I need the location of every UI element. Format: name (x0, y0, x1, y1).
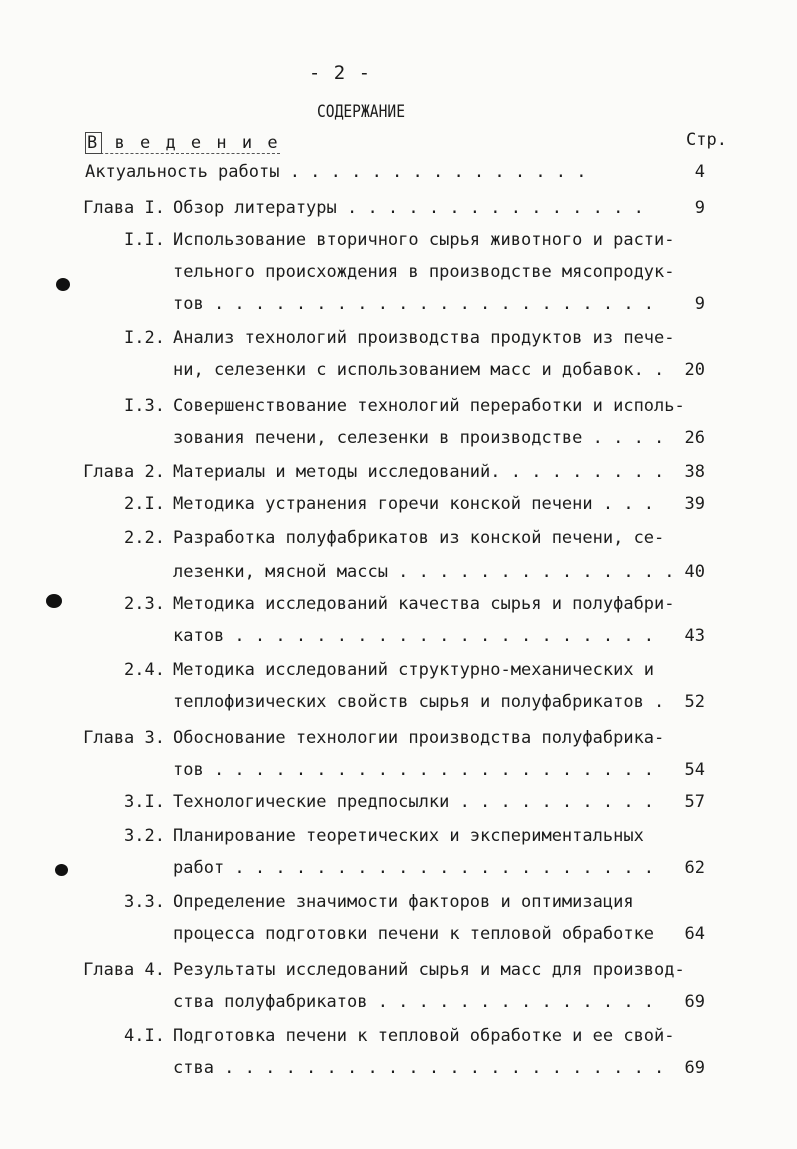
toc-entry-text: Материалы и методы исследований. . . . . . . . . (173, 462, 665, 482)
intro-first-letter: В (87, 133, 100, 153)
toc-entry-number: I.I. (124, 230, 165, 250)
toc-entry-text: катов . . . . . . . . . . . . . . . . . . . . . (173, 626, 655, 646)
toc-entry-number: Глава 4. (83, 960, 165, 980)
toc-entry-page: 69 (684, 1058, 705, 1078)
toc-entry-text: Обзор литературы . . . . . . . . . . . . . . . (173, 198, 644, 218)
toc-entry-page: 54 (684, 760, 705, 780)
toc-entry-number: I.2. (124, 328, 165, 348)
toc-entry-page: 39 (684, 494, 705, 514)
toc-entry-text: Разработка полуфабрикатов из конской печени, се- (173, 528, 665, 548)
toc-entry-text: Технологические предпосылки . . . . . . . . . . (173, 792, 655, 812)
toc-entry-text: Обоснование технологии производства полуфабрика- (173, 728, 665, 748)
toc-entry-page: 57 (684, 792, 705, 812)
page-column-label: Стр. (686, 130, 727, 150)
toc-entry-number: Глава 2. (83, 462, 165, 482)
toc-entry-text: Планирование теоретических и экспериментальных (173, 826, 644, 846)
toc-entry-text: тельного происхождения в производстве мясопродук- (173, 262, 675, 282)
toc-entry-page: 38 (684, 462, 705, 482)
toc-entry-number: 4.I. (124, 1026, 165, 1046)
toc-entry-text: ства . . . . . . . . . . . . . . . . . . . . . . (173, 1058, 665, 1078)
toc-entry-number: 2.4. (124, 660, 165, 680)
toc-entry-text: Совершенствование технологий переработки и исполь- (173, 396, 685, 416)
page-number: - 2 - (308, 62, 372, 84)
intro-heading (85, 133, 280, 154)
toc-entry-page: 20 (684, 360, 705, 380)
toc-entry-text: Подготовка печени к тепловой обработке и ее свой- (173, 1026, 675, 1046)
toc-entry-text: тов . . . . . . . . . . . . . . . . . . . . . . (173, 294, 655, 314)
toc-entry-page: 52 (684, 692, 705, 712)
toc-entry-page: 4 (694, 162, 705, 182)
toc-entry-text: работ . . . . . . . . . . . . . . . . . . . . . (173, 858, 655, 878)
intro-heading-rest: в е д е н и е (114, 133, 281, 153)
toc-entry-text: Результаты исследований сырья и масс для производ- (173, 960, 685, 980)
page-title: СОДЕРЖАНИЕ (316, 102, 406, 122)
toc-entry-text: теплофизических свойств сырья и полуфабрикатов . (173, 692, 665, 712)
toc-entry-page: 62 (684, 858, 705, 878)
toc-entry-text: Методика устранения горечи конской печени . . . (173, 494, 655, 514)
toc-entry-page: 26 (684, 428, 705, 448)
toc-entry-text: ства полуфабрикатов . . . . . . . . . . . . . . (173, 992, 655, 1012)
toc-entry-page: 9 (694, 294, 705, 314)
toc-entry-number: 2.3. (124, 594, 165, 614)
toc-entry-page: 69 (684, 992, 705, 1012)
toc-entry-text: зования печени, селезенки в производстве . . . . (173, 428, 665, 448)
toc-entry-number: 2.I. (124, 494, 165, 514)
toc-entry-text: лезенки, мясной массы . . . . . . . . . . . . . . (173, 562, 675, 582)
toc-entry-text: тов . . . . . . . . . . . . . . . . . . . . . . (173, 760, 655, 780)
toc-entry-number: 3.2. (124, 826, 165, 846)
toc-entry-text: Анализ технологий производства продуктов из пече- (173, 328, 675, 348)
toc-entry-number: I.3. (124, 396, 165, 416)
toc-entry-text: Актуальность работы . . . . . . . . . . . . . . . (85, 162, 587, 182)
toc-entry-text: процесса подготовки печени к тепловой обработке (173, 924, 655, 944)
toc-entry-text: Методика исследований структурно-механических и (173, 660, 655, 680)
toc-entry-page: 43 (684, 626, 705, 646)
toc-entry-number: 2.2. (124, 528, 165, 548)
toc-entry-text: ни, селезенки с использованием масс и добавок. . (173, 360, 665, 380)
toc-entry-page: 64 (684, 924, 705, 944)
toc-entry-number: Глава 3. (83, 728, 165, 748)
toc-entry-text: Использование вторичного сырья животного и расти- (173, 230, 675, 250)
ink-blot (55, 864, 68, 876)
toc-entry-number: 3.3. (124, 892, 165, 912)
ink-blot (46, 594, 62, 608)
ink-blot (56, 278, 70, 291)
toc-entry-page: 9 (694, 198, 705, 218)
toc-entry-page: 40 (684, 562, 705, 582)
toc-entry-text: Определение значимости факторов и оптимизация (173, 892, 634, 912)
toc-entry-number: 3.I. (124, 792, 165, 812)
toc-entry-number: Глава I. (83, 198, 165, 218)
toc-entry-text: Методика исследований качества сырья и полуфабри- (173, 594, 675, 614)
